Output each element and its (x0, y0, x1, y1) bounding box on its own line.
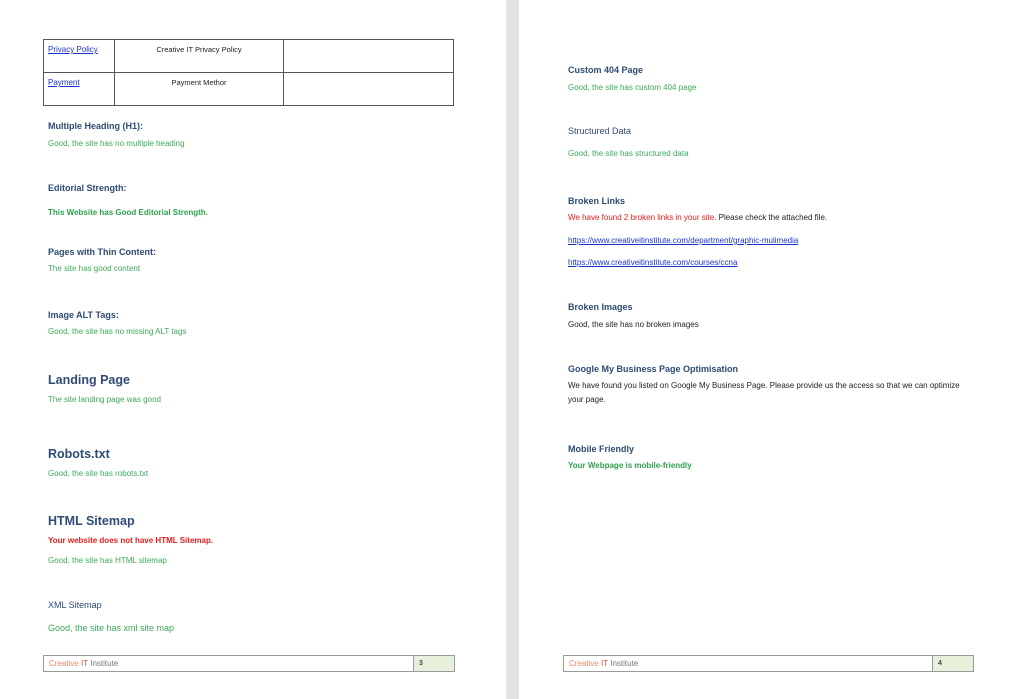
table-cell (44, 40, 115, 73)
links-table (43, 39, 454, 106)
custom-404-title: Custom 404 Page (568, 65, 644, 75)
document-page-4 (519, 0, 1024, 699)
html-sitemap-warning: Your website does not have HTML Sitemap. (48, 536, 214, 545)
structured-data-status: Good, the site has structured data (568, 149, 689, 158)
table-cell: Payment Methor (115, 73, 284, 106)
table-cell (284, 73, 454, 106)
broken-images-title: Broken Images (568, 302, 633, 312)
multiple-heading-title: Multiple Heading (H1): (48, 121, 143, 131)
page-gutter (506, 0, 519, 699)
thin-content-title: Pages with Thin Content: (48, 247, 156, 257)
html-sitemap-title: HTML Sitemap (48, 514, 135, 528)
gmb-title: Google My Business Page Optimisation (568, 364, 739, 374)
landing-page-title: Landing Page (48, 373, 130, 387)
page-footer (43, 655, 455, 672)
broken-links-summary (568, 213, 827, 222)
table-row (44, 73, 454, 106)
structured-data-title: Structured Data (568, 126, 632, 136)
landing-page-status: The site landing page was good (48, 395, 161, 404)
custom-404-status: Good, the site has custom 404 page (568, 83, 697, 92)
multiple-heading-status: Good, the site has no multiple heading (48, 139, 185, 148)
document-page-3 (0, 0, 506, 699)
broken-link-url[interactable]: https://www.creativeitinstitute.com/department/graphic-mulimedia (568, 236, 799, 245)
page-number: 4 (932, 656, 973, 671)
broken-links-note: Please check the attached file. (716, 213, 828, 222)
table-cell (284, 40, 454, 73)
editorial-title: Editorial Strength: (48, 183, 127, 193)
page-footer (563, 655, 974, 672)
broken-images-status: Good, the site has no broken images (568, 320, 699, 329)
footer-brand: Creative IT Institute (569, 659, 639, 668)
footer-brand: Creative IT Institute (49, 659, 119, 668)
mobile-friendly-title: Mobile Friendly (568, 444, 635, 454)
alt-tags-status: Good, the site has no missing ALT tags (48, 327, 187, 336)
robots-title: Robots.txt (48, 447, 110, 461)
table-cell (44, 73, 115, 106)
gmb-text-line2: your page. (568, 395, 606, 404)
alt-tags-title: Image ALT Tags: (48, 310, 119, 320)
html-sitemap-status: Good, the site has HTML sitemap (48, 556, 167, 565)
gmb-text-line1: We have found you listed on Google My Business Page. Please provide us the access so that we can optimize (568, 381, 960, 390)
table-cell: Creative IT Privacy Policy (115, 40, 284, 73)
robots-status: Good, the site has robots.txt (48, 469, 149, 478)
editorial-status: This Website has Good Editorial Strength. (48, 208, 208, 217)
payment-link[interactable]: Payment (48, 78, 80, 87)
table-row (44, 40, 454, 73)
privacy-policy-link[interactable]: Privacy Policy (48, 45, 98, 54)
broken-link-url[interactable]: https://www.creativeitinstitute.com/courses/ccna (568, 258, 738, 267)
page-number: 3 (413, 656, 454, 671)
broken-links-found: We have found 2 broken links in your site. (568, 213, 717, 222)
xml-sitemap-status: Good, the site has xml site map (48, 623, 175, 633)
broken-links-title: Broken Links (568, 196, 626, 206)
mobile-friendly-status: Your Webpage is mobile-friendly (568, 461, 692, 470)
thin-content-status: The site has good content (48, 264, 141, 273)
xml-sitemap-title: XML Sitemap (48, 600, 102, 610)
